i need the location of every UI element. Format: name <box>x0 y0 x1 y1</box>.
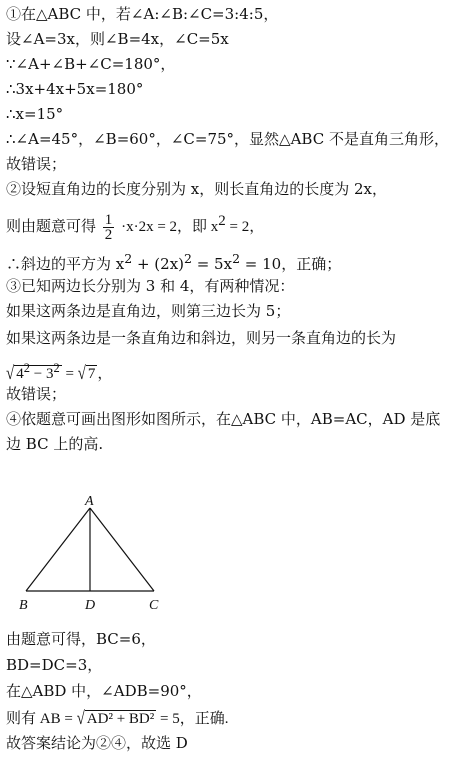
fraction-numerator: 1 <box>104 211 113 228</box>
square-root: √ AD² + BD² <box>76 709 155 729</box>
text-line-8: ②设短直角边的长度分别为 x，则长直角边的长度为 2x， <box>6 180 388 198</box>
vertex-label-a: A <box>85 494 94 509</box>
text-line-17: 边 BC 上的高. <box>6 435 104 453</box>
radicand: − 3 <box>29 366 54 382</box>
square-root: √ 7 <box>77 364 96 384</box>
text-segment: = 5，正确. <box>156 711 229 727</box>
text-line-11: ③已知两边长分别为 3 和 4，有两种情况： <box>6 277 295 295</box>
text-segment: ·x·2x = 2，即 x <box>121 219 219 235</box>
radicand: AD² + BD² <box>86 711 155 727</box>
text-segment: ， <box>97 366 113 382</box>
vertex-label-c: C <box>149 598 159 613</box>
text-segment: ∴斜边的平方为 x <box>6 255 125 273</box>
text-line-16: ④依题意可画出图形如图所示，在△ABC 中，AB=AC，AD 是底 <box>6 410 441 428</box>
text-segment: = 10，正确； <box>240 255 342 273</box>
superscript: 2 <box>53 361 60 375</box>
text-line-7: 故错误； <box>6 155 67 173</box>
text-line-19: BD=DC=3， <box>6 656 103 674</box>
text-line-6: ∴∠A=45°，∠B=60°，∠C=75°，显然△ABC 不是直角三角形， <box>6 130 449 148</box>
text-segment: = <box>61 366 78 382</box>
superscript: 2 <box>184 251 192 266</box>
text-line-21 <box>6 707 228 731</box>
text-line-5: ∴x=15° <box>6 105 64 123</box>
radicand: 7 <box>87 366 96 382</box>
text-line-9 <box>6 206 264 242</box>
text-line-13: 如果这两条边是一条直角边和斜边，则另一条直角边的长为 <box>6 329 397 347</box>
text-line-22: 故答案结论为②④，故选 D <box>6 734 188 752</box>
side-ac <box>90 508 154 591</box>
text-segment: 则由题意可得 <box>6 217 97 235</box>
triangle-figure <box>0 490 200 620</box>
superscript: 2 <box>23 361 30 375</box>
fraction <box>103 213 115 242</box>
vertex-label-d: D <box>85 598 96 613</box>
text-line-15: 故错误； <box>6 385 67 403</box>
superscript: 2 <box>232 251 241 266</box>
text-segment: = 2， <box>225 219 265 235</box>
vertex-label-b: B <box>19 598 28 613</box>
text-segment: = 5x <box>191 255 233 273</box>
text-line-1: ①在△ABC 中，若∠A:∠B:∠C=3:4:5， <box>6 5 279 23</box>
text-segment: 则有 AB = <box>6 711 77 727</box>
superscript: 2 <box>124 251 133 266</box>
text-line-20: 在△ABD 中，∠ADB=90°， <box>6 682 202 700</box>
text-line-12: 如果这两条边是直角边，则第三边长为 5； <box>6 302 291 320</box>
text-line-18: 由题意可得，BC=6， <box>6 630 156 648</box>
radicand: 4 <box>16 366 24 382</box>
fraction-denominator: 2 <box>104 226 113 243</box>
text-segment: + (2x) <box>132 255 184 273</box>
text-line-3: ∵∠A+∠B+∠C=180°， <box>6 55 176 73</box>
text-line-4: ∴3x+4x+5x=180° <box>6 80 144 98</box>
text-line-2: 设∠A=3x，则∠B=4x，∠C=5x <box>6 30 229 48</box>
superscript: 2 <box>218 213 226 229</box>
side-ab <box>26 508 90 591</box>
text-line-14 <box>6 356 112 386</box>
square-root: √ $4^2 - 3^2$ <box>6 361 60 384</box>
text-line-10 <box>6 249 341 274</box>
